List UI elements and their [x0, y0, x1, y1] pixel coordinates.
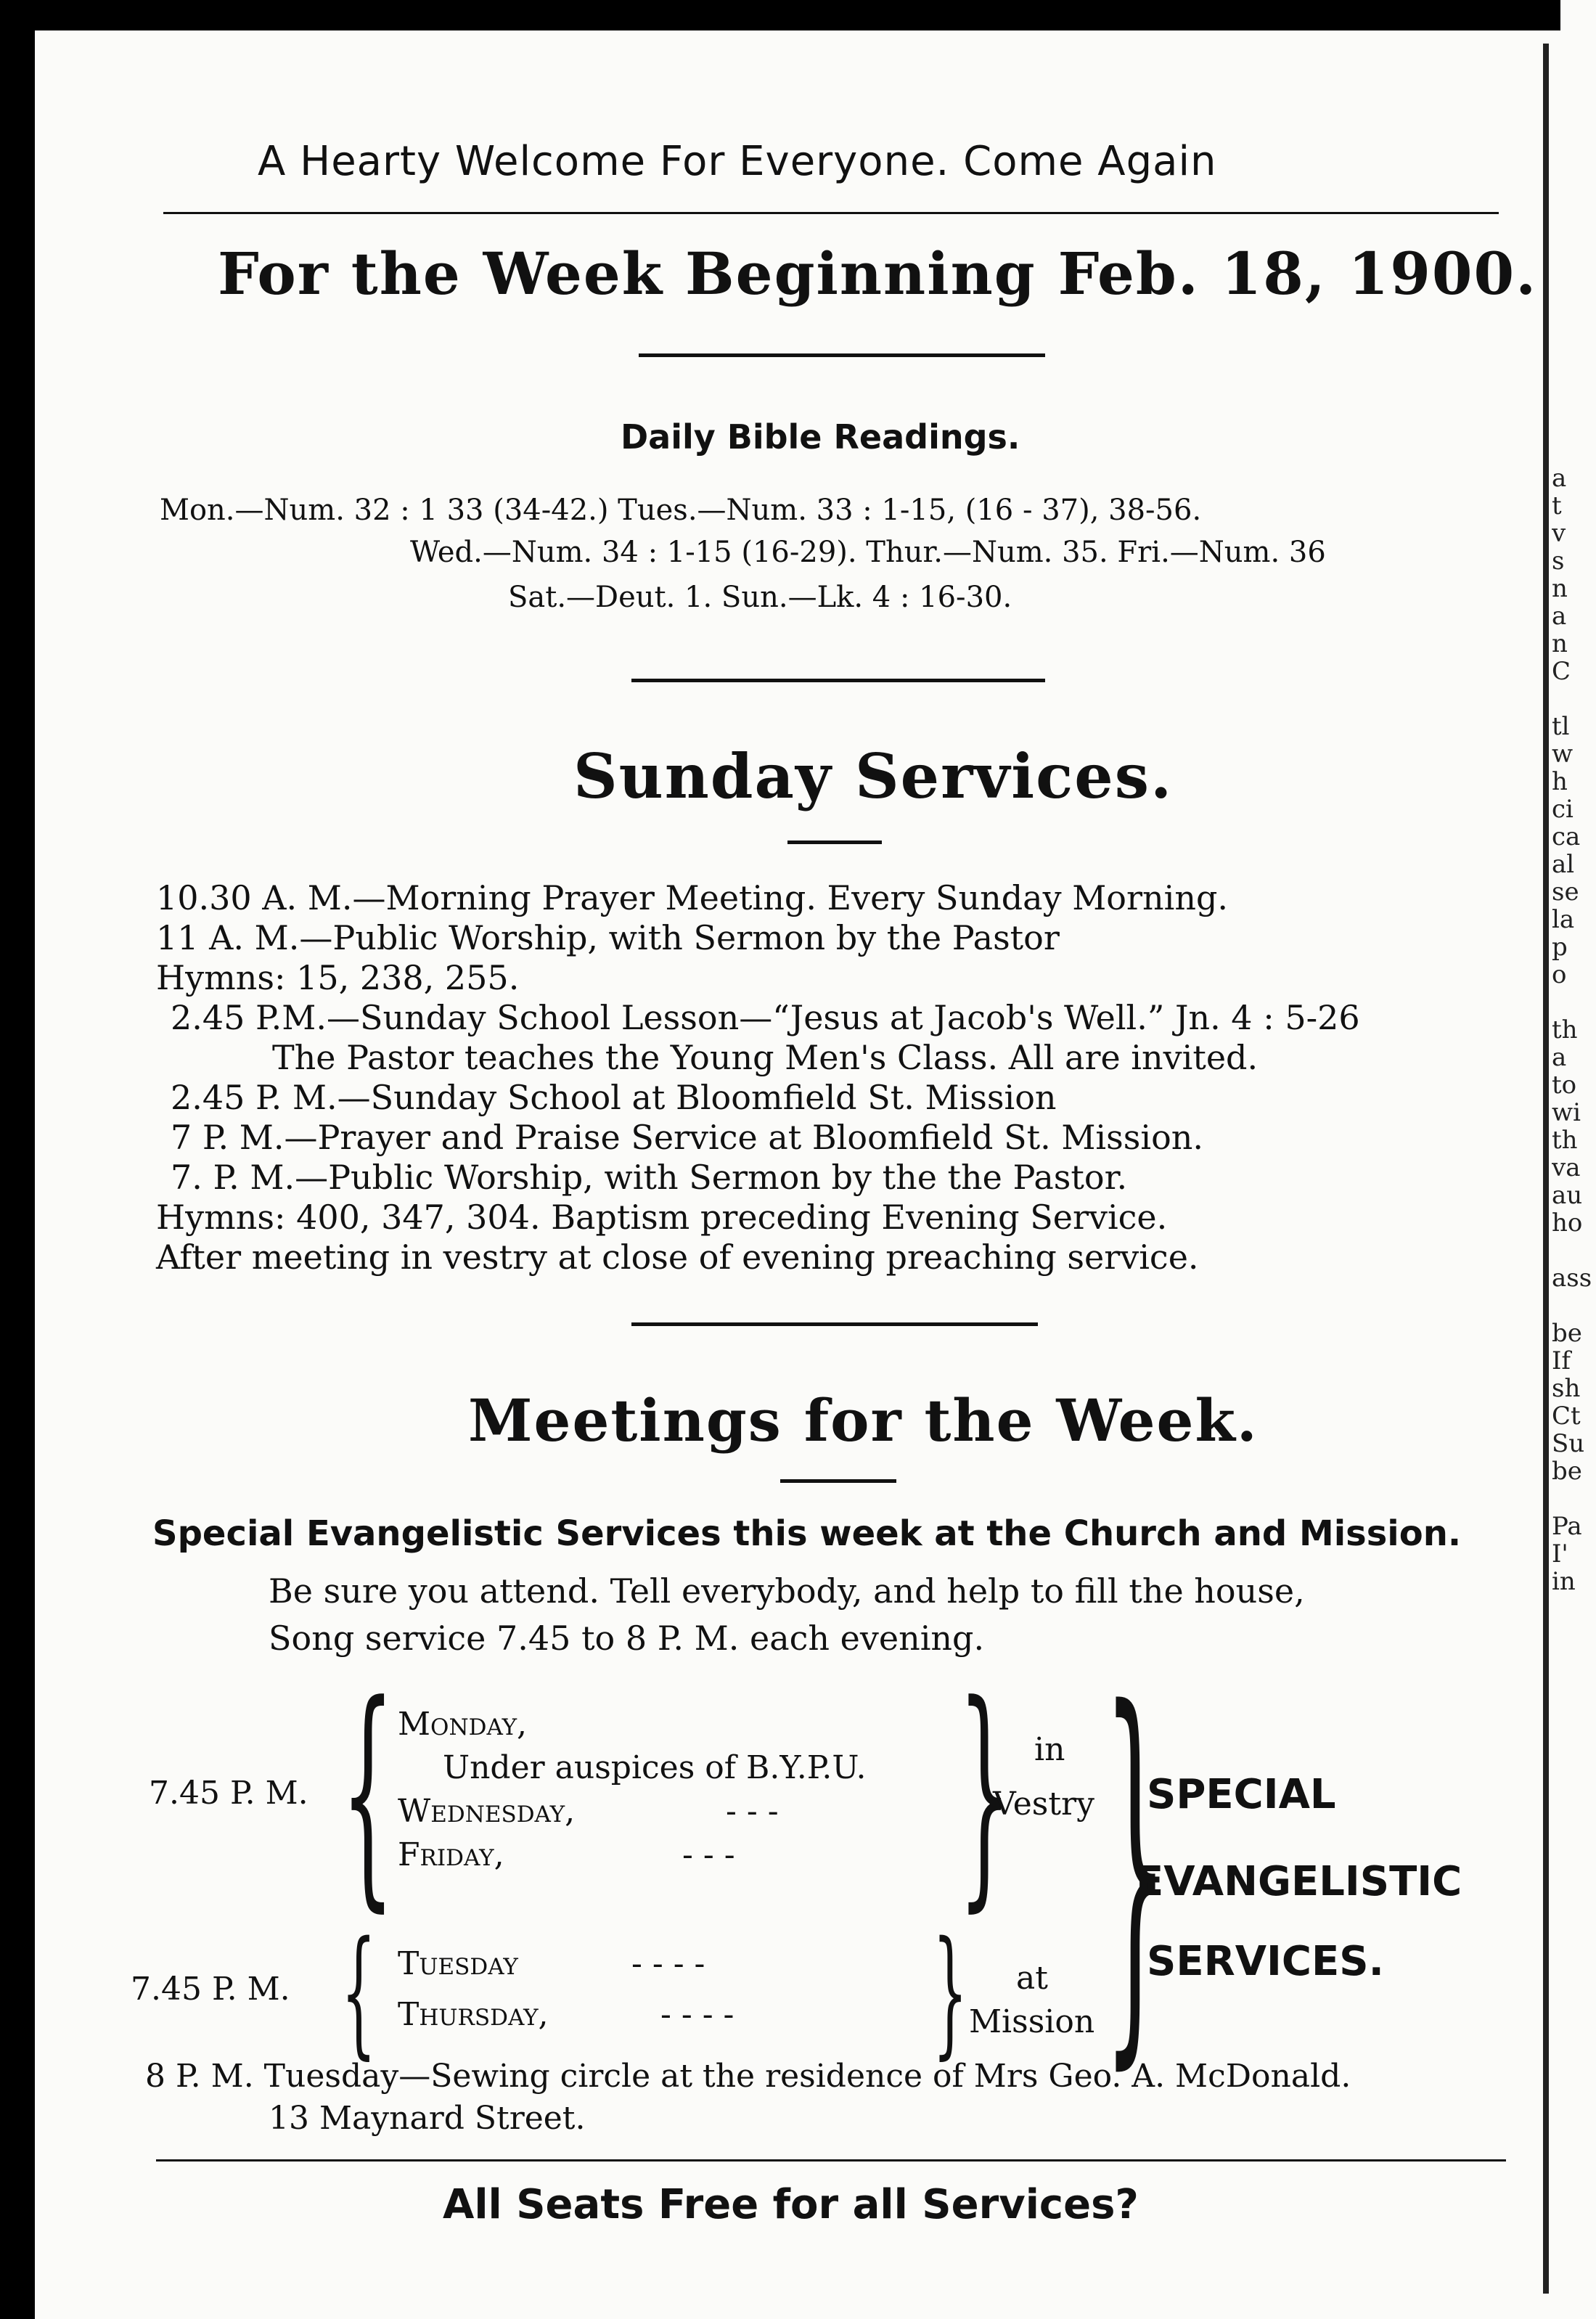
fragment	[1552, 1237, 1595, 1264]
dash-leader: - - -	[682, 1836, 735, 1873]
brace-right: }	[933, 1912, 968, 2072]
fragment: ho	[1552, 1209, 1583, 1237]
dash-leader: - - -	[726, 1793, 779, 1830]
special-label: SPECIAL	[1147, 1771, 1336, 1818]
fragment: a	[1552, 465, 1567, 492]
special-services-line: Special Evangelistic Services this week at the Church and Mission.	[152, 1513, 1462, 1554]
sunday-line: 2.45 P.M.—Sunday School Lesson—“Jesus at Jacob's Well.” Jn. 4 : 5-26	[171, 998, 1360, 1037]
fragment: be	[1552, 1320, 1582, 1347]
fragment: o	[1552, 961, 1567, 989]
fragment	[1552, 1292, 1595, 1320]
fragment: al	[1552, 851, 1575, 878]
free-seats-line: All Seats Free for all Services?	[443, 2181, 1139, 2228]
fragment: t	[1552, 492, 1562, 520]
brace-right: }	[958, 1653, 1012, 1932]
fragment: to	[1552, 1071, 1577, 1099]
fragment: va	[1552, 1154, 1581, 1182]
fragment: se	[1552, 878, 1579, 906]
column-divider	[1543, 44, 1549, 2294]
fragment: th	[1552, 1126, 1578, 1154]
sunday-line: 2.45 P. M.—Sunday School at Bloomfield St. Mission	[171, 1078, 1057, 1117]
welcome-banner: A Hearty Welcome For Everyone. Come Again	[258, 138, 1217, 185]
divider	[631, 1322, 1038, 1326]
fragment: a	[1552, 1044, 1567, 1071]
fragment	[1552, 989, 1595, 1016]
scan-edge-left	[0, 0, 35, 2319]
divider	[156, 2159, 1506, 2161]
in-label: in	[1034, 1731, 1065, 1768]
vestry-label: Vestry	[993, 1786, 1094, 1823]
adjacent-column-fragments	[1552, 465, 1595, 1595]
fragment: p	[1552, 933, 1568, 961]
scan-edge-top	[0, 0, 1560, 30]
brace-left: {	[341, 1912, 377, 2072]
divider	[631, 679, 1045, 682]
sunday-line: 11 A. M.—Public Worship, with Sermon by the Pastor	[156, 918, 1060, 957]
day-monday: Monday,	[398, 1706, 528, 1743]
dash-leader: - - - -	[631, 1945, 705, 1982]
fragment: wi	[1552, 1099, 1581, 1126]
sunday-line: 10.30 A. M.—Morning Prayer Meeting. Every Sunday Morning.	[156, 878, 1229, 917]
brace-left: {	[341, 1653, 395, 1932]
dash-leader: - - - -	[660, 1996, 734, 2033]
fragment: h	[1552, 768, 1568, 796]
fragment: a	[1552, 602, 1567, 630]
fragment: If	[1552, 1347, 1571, 1375]
fragment: Pa	[1552, 1513, 1582, 1540]
fragment: C	[1552, 658, 1571, 685]
fragment: la	[1552, 906, 1575, 933]
street-line: 13 Maynard Street.	[269, 2100, 586, 2137]
song-service-line: Song service 7.45 to 8 P. M. each evening.	[269, 1619, 985, 1658]
sunday-services-heading: Sunday Services.	[573, 740, 1174, 812]
fragment	[1552, 1485, 1595, 1513]
fragment: n	[1552, 575, 1568, 602]
readings-line-2: Wed.—Num. 34 : 1-15 (16-29). Thur.—Num. 35. Fri.—Num. 36	[410, 536, 1326, 569]
brace-right-large: }	[1103, 1629, 1169, 2102]
time-label: 7.45 P. M.	[131, 1971, 290, 2008]
fragment: n	[1552, 630, 1568, 658]
divider	[639, 353, 1045, 357]
sunday-line: The Pastor teaches the Young Men's Class. All are invited.	[272, 1038, 1259, 1077]
sunday-line: Hymns: 15, 238, 255.	[156, 958, 520, 997]
fragment: v	[1552, 520, 1566, 547]
divider	[780, 1479, 896, 1483]
fragment: I'	[1552, 1540, 1568, 1568]
fragment: Su	[1552, 1430, 1585, 1457]
fragment: au	[1552, 1182, 1583, 1209]
divider	[787, 841, 882, 844]
divider	[163, 212, 1499, 214]
fragment: Ct	[1552, 1402, 1581, 1430]
fragment: s	[1552, 547, 1565, 575]
day-thursday: Thursday,	[398, 1996, 549, 2033]
daily-readings-heading: Daily Bible Readings.	[621, 417, 1020, 457]
mission-label: Mission	[969, 2003, 1095, 2040]
attend-line: Be sure you attend. Tell everybody, and help to fill the house,	[269, 1571, 1305, 1611]
fragment: sh	[1552, 1375, 1581, 1402]
fragment: be	[1552, 1457, 1582, 1485]
sunday-line: 7. P. M.—Public Worship, with Sermon by the the Pastor.	[171, 1158, 1128, 1197]
fragment: w	[1552, 740, 1574, 768]
fragment: ass	[1552, 1264, 1592, 1292]
services-label: SERVICES.	[1147, 1938, 1384, 1985]
fragment: in	[1552, 1568, 1576, 1595]
day-tuesday: Tuesday	[398, 1945, 518, 1982]
sunday-line: Hymns: 400, 347, 304. Baptism preceding Evening Service.	[156, 1198, 1168, 1237]
sunday-line: After meeting in vestry at close of evening preaching service.	[156, 1238, 1199, 1277]
fragment: th	[1552, 1016, 1578, 1044]
week-heading: For the Week Beginning Feb. 18, 1900.	[218, 240, 1538, 308]
day-wednesday: Wednesday,	[398, 1793, 576, 1830]
day-friday: Friday,	[398, 1836, 504, 1873]
readings-line-3: Sat.—Deut. 1. Sun.—Lk. 4 : 16-30.	[508, 581, 1012, 614]
sunday-line: 7 P. M.—Prayer and Praise Service at Bloomfield St. Mission.	[171, 1118, 1204, 1157]
evangelistic-label: EVANGELISTIC	[1136, 1858, 1462, 1905]
time-label: 7.45 P. M.	[149, 1775, 308, 1812]
readings-line-1: Mon.—Num. 32 : 1 33 (34-42.) Tues.—Num. 33 : 1-15, (16 - 37), 38-56.	[160, 494, 1202, 527]
fragment	[1552, 685, 1595, 713]
fragment: ci	[1552, 796, 1574, 823]
auspices-line: Under auspices of B.Y.P.U.	[443, 1749, 867, 1786]
sewing-circle-line: 8 P. M. Tuesday—Sewing circle at the residence of Mrs Geo. A. McDonald.	[145, 2058, 1351, 2095]
fragment: ca	[1552, 823, 1581, 851]
at-label: at	[1016, 1960, 1048, 1997]
meetings-heading: Meetings for the Week.	[468, 1386, 1259, 1455]
fragment: tl	[1552, 713, 1570, 740]
